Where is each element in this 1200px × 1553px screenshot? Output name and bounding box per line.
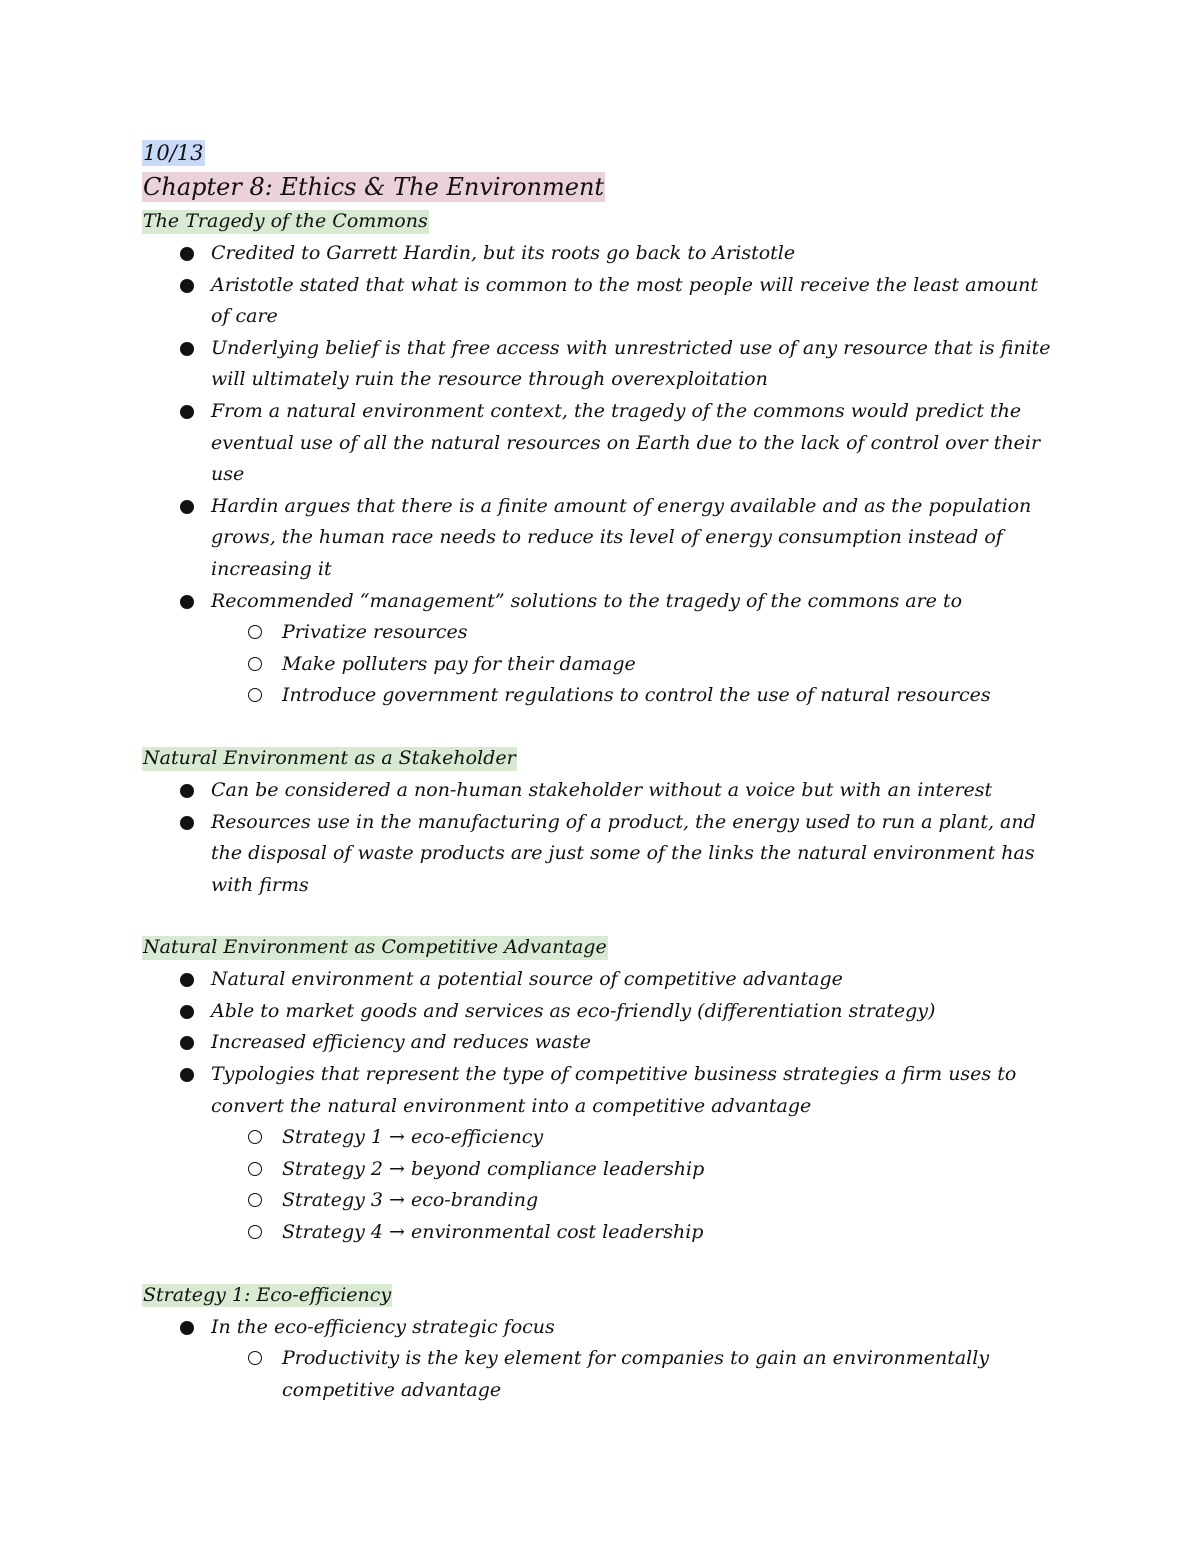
filled-bullet-icon: [180, 1321, 194, 1335]
list-item: [142, 270, 1062, 333]
filled-bullet-icon: [180, 500, 194, 514]
list-item: [142, 1312, 1062, 1407]
section-spacer: [142, 901, 1062, 932]
list-item-text: Able to market goods and services as eco-friendly (differentiation strategy): [211, 999, 936, 1022]
filled-bullet-icon: [180, 1036, 194, 1050]
sub-list-item: [211, 1185, 1062, 1217]
notes-section: [142, 743, 1062, 901]
list-item-text: Resources use in the manufacturing of a product, the energy used to run a plant, and the disposal of waste products are just some of the links the natural environment has with firms: [211, 810, 1036, 896]
sub-bullet-list: [211, 1122, 1062, 1248]
bullet-list: [142, 964, 1062, 1248]
sub-list-item-text: Strategy 3 → eco-branding: [282, 1189, 539, 1212]
hollow-bullet-icon: [248, 1162, 262, 1176]
list-item: [142, 396, 1062, 491]
list-item: [142, 491, 1062, 586]
chapter-title: Chapter 8: Ethics & The Environment: [143, 173, 605, 201]
notes-section: [142, 1280, 1062, 1407]
filled-bullet-icon: [180, 816, 194, 830]
list-item: [142, 238, 1062, 270]
list-item-text: Increased efficiency and reduces waste: [211, 1031, 592, 1054]
sub-bullet-list: [211, 1343, 1062, 1406]
hollow-bullet-icon: [248, 1351, 262, 1365]
sub-list-item-text: Strategy 2 → beyond compliance leadership: [282, 1157, 705, 1180]
sub-list-item: [211, 649, 1062, 681]
filled-bullet-icon: [180, 247, 194, 261]
filled-bullet-icon: [180, 973, 194, 987]
sub-list-item: [211, 1217, 1062, 1249]
hollow-bullet-icon: [248, 1130, 262, 1144]
bullet-list: [142, 775, 1062, 901]
section-spacer: [142, 1249, 1062, 1280]
document-page: [142, 140, 1062, 1406]
filled-bullet-icon: [180, 279, 194, 293]
list-item: [142, 964, 1062, 996]
notes-section: [142, 206, 1062, 712]
list-item-text: Hardin argues that there is a finite amount of energy available and as the population grows, the human race needs to reduce its level of energy consumption instead of increasing it: [211, 494, 1032, 580]
sub-list-item-text: Introduce government regulations to control the use of natural resources: [282, 684, 991, 707]
hollow-bullet-icon: [248, 1225, 262, 1239]
filled-bullet-icon: [180, 1068, 194, 1082]
sub-list-item-text: Privatize resources: [282, 621, 468, 644]
sub-list-item: [211, 1154, 1062, 1186]
list-item: [142, 996, 1062, 1028]
section-heading-line: [142, 1280, 1062, 1312]
sub-list-item-text: Strategy 4 → environmental cost leadership: [282, 1221, 704, 1244]
filled-bullet-icon: [180, 1005, 194, 1019]
hollow-bullet-icon: [248, 657, 262, 671]
hollow-bullet-icon: [248, 625, 262, 639]
sub-list-item: [211, 1122, 1062, 1154]
chapter-line: [142, 172, 1062, 206]
sub-list-item: [211, 617, 1062, 649]
list-item: [142, 1027, 1062, 1059]
bullet-list: [142, 238, 1062, 712]
hollow-bullet-icon: [248, 1193, 262, 1207]
list-item: [142, 1059, 1062, 1249]
list-item-text: Underlying belief is that free access with unrestricted use of any resource that is finite will ultimately ruin the resource through overexploitation: [211, 336, 1051, 391]
section-spacer: [142, 712, 1062, 743]
section-heading-line: [142, 743, 1062, 775]
bullet-list: [142, 1312, 1062, 1407]
sub-list-item: [211, 680, 1062, 712]
list-item-text: Natural environment a potential source of competitive advantage: [211, 968, 843, 991]
notes-section: [142, 932, 1062, 1248]
section-heading: Natural Environment as a Stakeholder: [143, 746, 516, 769]
list-item: [142, 807, 1062, 902]
list-item-text: Credited to Garrett Hardin, but its roots go back to Aristotle: [211, 242, 796, 264]
section-heading: Natural Environment as Competitive Advantage: [143, 936, 607, 959]
sub-list-item-text: Strategy 1 → eco-efficiency: [282, 1126, 544, 1149]
filled-bullet-icon: [180, 342, 194, 356]
section-heading-line: [142, 932, 1062, 964]
sub-list-item-text: Productivity is the key element for companies to gain an environmentally competitive advantage: [282, 1347, 990, 1401]
list-item-text: From a natural environment context, the tragedy of the commons would predict the eventual use of all the natural resources on Earth due to the lack of control over their use: [211, 399, 1041, 486]
list-item-text: Can be considered a non-human stakeholder without a voice but with an interest: [211, 778, 993, 801]
filled-bullet-icon: [180, 784, 194, 798]
sub-bullet-list: [211, 617, 1062, 712]
list-item-text: Typologies that represent the type of competitive business strategies a firm uses to convert the natural environment into a competitive advantage: [211, 1063, 1017, 1117]
hollow-bullet-icon: [248, 688, 262, 702]
sub-list-item: [211, 1343, 1062, 1406]
section-heading: Strategy 1: Eco-efficiency: [143, 1283, 392, 1306]
list-item-text: Aristotle stated that what is common to the most people will receive the least amount of care: [211, 273, 1039, 328]
section-heading-line: [142, 206, 1062, 238]
filled-bullet-icon: [180, 405, 194, 419]
list-item-text: Recommended “management” solutions to the tragedy of the commons are to: [211, 589, 963, 612]
list-item: [142, 333, 1062, 396]
list-item: [142, 775, 1062, 807]
filled-bullet-icon: [180, 595, 194, 609]
date-label: 10/13: [143, 141, 204, 165]
list-item-text: In the eco-efficiency strategic focus: [211, 1315, 555, 1338]
list-item: [142, 586, 1062, 712]
date-line: [142, 140, 1062, 172]
section-heading: The Tragedy of the Commons: [143, 210, 428, 232]
notes-body: [142, 206, 1062, 1406]
sub-list-item-text: Make polluters pay for their damage: [282, 652, 636, 675]
